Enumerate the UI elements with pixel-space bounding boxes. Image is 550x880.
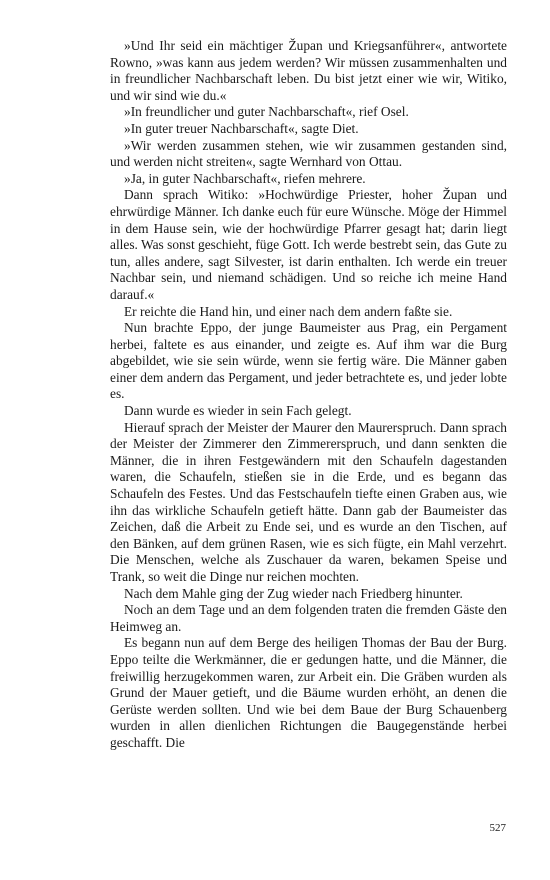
page-number: 527 <box>489 822 506 834</box>
paragraph: Hierauf sprach der Meister der Maurer den Maurerspruch. Dann sprach der Meister der Zimmerer den Zimmererspruch, und dann senkten die Männer, die in ihren Festgewändern mit den Schaufeln dagestanden waren, die Schaufeln, stießen sie in die Erde, und es begann das Schaufeln des Festes. Und das Festschaufeln tiefte einen Graben aus, wie ihn das wirkliche Schaufeln getieft hätte. Dann gab der Baumeister das Zeichen, daß die Arbeit zu Ende sei, und es wurde an den Tischen, auf den Bänken, auf dem grünen Rasen, wie es sich fügte, ein Mahl verzehrt. Die Menschen, welche als Zuschauer da waren, bekamen Speise und Trank, so weit die Dinge nur reichen mochten. <box>110 419 507 584</box>
paragraph: Noch an dem Tage und an dem folgenden traten die fremden Gäste den Heimweg an. <box>110 602 507 634</box>
paragraph: »Und Ihr seid ein mächtiger Župan und Kriegsanführer«, antwortete Rowno, »was kann aus jedem werden? Wir müssen zusammenhalten und in freundlicher Nachbarschaft leben. Du bist jetzt einer wie wir, Witiko, und wir sind wie du.« <box>110 38 507 103</box>
paragraph: Es begann nun auf dem Berge des heiligen Thomas der Bau der Burg. Eppo teilte die Werkmänner, die er gedungen hatte, und die Männer, die freiwillig herzugekommen waren, zur Arbeit ein. Die Gräben wurden als Grund der Mauer getieft, und die Bäume wurden erhöht, an denen die Gerüste werden sollten. Und wie bei dem Baue der Burg Schauenberg wurden in allen dienlichen Richtungen die Baugegenstände herbei geschafft. Die <box>110 635 507 750</box>
body-text <box>110 38 507 752</box>
paragraph: »In guter treuer Nachbarschaft«, sagte Diet. <box>124 120 359 136</box>
paragraph: Nun brachte Eppo, der junge Baumeister aus Prag, ein Pergament herbei, faltete es aus einander, und zeigte es. Auf ihm war die Burg abgebildet, wie sie sein würde, wenn sie fertig wäre. Die Männer gaben einer dem andern das Pergament, und jeder betrachtete es, und jeder lobte es. <box>110 320 507 402</box>
paragraph: Dann wurde es wieder in sein Fach gelegt. <box>124 403 352 419</box>
paragraph: Er reichte die Hand hin, und einer nach dem andern faßte sie. <box>124 303 453 319</box>
paragraph: Dann sprach Witiko: »Hochwürdige Priester, hoher Župan und ehrwürdige Männer. Ich danke euch für eure Wünsche. Möge der Himmel in dem Hause sein, wie der hochwürdige Pfarrer gesagt hat; darin liegt alles. Was sonst geschieht, füge Gott. Ich werde bestrebt sein, das Gute zu tun, alles andere, sagt Silvester, ist darin enthalten. Ich werde ein treuer Nachbar sein, und niemand schädigen. Und so reiche ich meine Hand darauf.« <box>110 187 507 302</box>
paragraph: »Wir werden zusammen stehen, wie wir zusammen gestanden sind, und werden nicht streiten«, sagte Wernhard von Ottau. <box>110 137 507 170</box>
paragraph: »In freundlicher und guter Nachbarschaft«, rief Osel. <box>124 104 409 120</box>
paragraph: »Ja, in guter Nachbarschaft«, riefen mehrere. <box>124 170 366 186</box>
paragraph: Nach dem Mahle ging der Zug wieder nach Friedberg hinunter. <box>124 585 463 601</box>
